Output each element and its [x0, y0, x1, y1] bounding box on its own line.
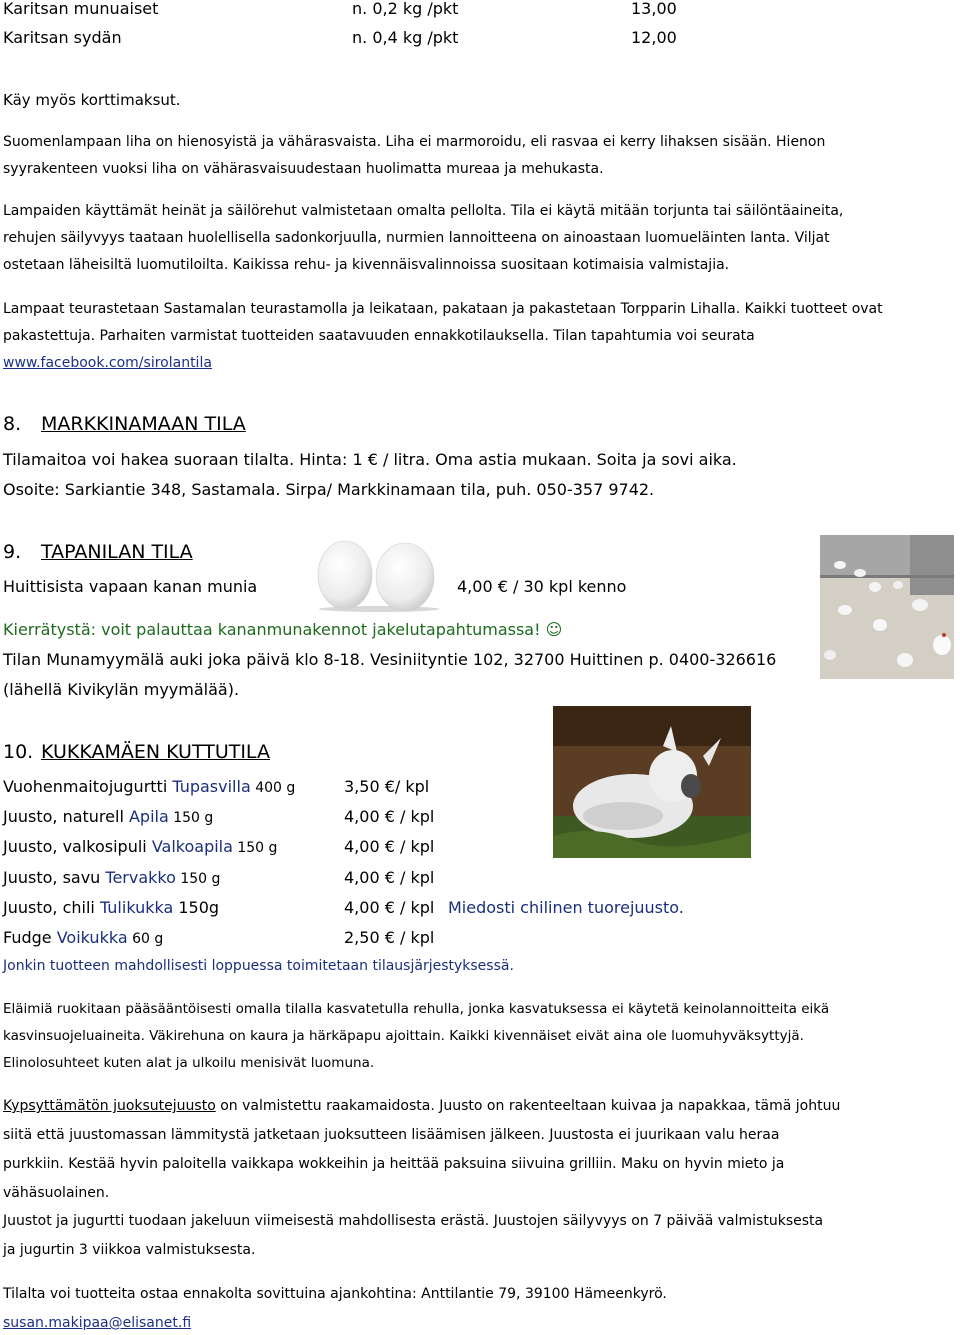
product-row: Juusto, savu Tervakko 150 g — [3, 868, 221, 887]
section-title: KUKKAMÄEN KUTTUTILA — [41, 741, 270, 763]
section-line: Osoite: Sarkiantie 348, Sastamala. Sirpa/ Markkinamaan tila, puh. 050-357 9742. — [3, 480, 655, 499]
shop-line: Tilan Munamyymälä auki joka päivä klo 8-18. Vesiniityntie 102, 32700 Huittinen p. 0400-326616 — [3, 650, 777, 669]
section-number: 10. — [3, 741, 34, 763]
paragraph-line: Tilalta voi tuotteita ostaa ennakolta sovittuina ajankohtina: Anttilantie 79, 39100 Hämeenkyrö. — [3, 1286, 667, 1302]
brand-name: Tupasvilla — [172, 777, 251, 796]
paragraph-line: siitä että juustomassan lämmitystä jatketaan juoksutteen lisäämisen jälkeen. Juustosta ei juurikaan valu heraa — [3, 1127, 780, 1143]
product-row: Fudge Voikukka 60 g — [3, 928, 164, 947]
product-name: Karitsan sydän — [3, 28, 122, 47]
product-price: 4,00 € / kpl — [344, 807, 435, 826]
paragraph-line: rehujen säilyvyys taataan huolellisella sadonkorjuulla, nurmien lannoitteena on ainoastaan luomueläinten lanta. Viljat — [3, 230, 830, 246]
product-row: Juusto, naturell Apila 150 g — [3, 807, 214, 826]
product-name: Karitsan munuaiset — [3, 0, 159, 18]
brand-name: Tulikukka — [99, 898, 174, 917]
product-pack: n. 0,2 kg /pkt — [352, 0, 459, 18]
product-pack: n. 0,4 kg /pkt — [352, 28, 459, 47]
product-row: Juusto, chili Tulikukka 150g — [3, 898, 220, 917]
section-number: 9. — [3, 541, 22, 563]
paragraph-line: ostetaan läheisiltä luomutiloilta. Kaikissa rehu- ja kivennäisvalinnoissa suositaan kotimaisia valmistajia. — [3, 257, 730, 273]
product-name: Huittisista vapaan kanan munia — [3, 577, 258, 596]
product-price: 3,50 €/ kpl — [344, 777, 430, 796]
paragraph-line: kasvinsuojeluaineita. Väkirehuna on kaura ja härkäpapu ajoittain. Kaikki kivennäiset eivät aina ole luomuhyväksyttyjä. — [3, 1028, 804, 1044]
paragraph-line: purkkiin. Kestää hyvin paloitella vaikkapa wokkeihin ja heittää paksuina siivuina grilliin. Maku on hyvin mieto ja — [3, 1156, 785, 1172]
chickens-photo — [820, 535, 954, 679]
product-row: Vuohenmaitojugurtti Tupasvilla 400 g — [3, 777, 296, 796]
paragraph-line: ja jugurtin 3 viikkoa valmistuksesta. — [3, 1242, 256, 1258]
section-line: Tilamaitoa voi hakea suoraan tilalta. Hinta: 1 € / litra. Oma astia mukaan. Soita ja sovi aika. — [3, 450, 737, 469]
paragraph-line: Lampaiden käyttämät heinät ja säilörehut valmistetaan omalta pellolta. Tila ei käytä mitään torjunta tai säilöntäaineita, — [3, 203, 844, 219]
product-price: 2,50 € / kpl — [344, 928, 435, 947]
paragraph-line: Kypsyttämätön juoksutejuusto on valmistettu raakamaidosta. Juusto on rakenteeltaan kuivaa ja napakkaa, tämä johtuu — [3, 1098, 841, 1114]
brand-name: Valkoapila — [151, 837, 233, 856]
product-row: Juusto, valkosipuli Valkoapila 150 g — [3, 837, 278, 856]
section-title: MARKKINAMAAN TILA — [41, 413, 246, 435]
paragraph-line: Lampaat teurastetaan Sastamalan teurastamolla ja leikataan, pakataan ja pakastetaan Torpparin Lihalla. Kaikki tuotteet ovat — [3, 301, 883, 317]
paragraph-line: vähäsuolainen. — [3, 1185, 110, 1201]
product-price: 4,00 € / kpl — [344, 837, 435, 856]
card-note: Käy myös korttimaksut. — [3, 91, 181, 109]
paragraph-line: Juustot ja jugurtti tuodaan jakeluun viimeisestä mahdollisesta erästä. Juustojen säilyvyys on 7 päivää valmistuksesta — [3, 1213, 824, 1229]
shop-line: (lähellä Kivikylän myymälää). — [3, 680, 240, 699]
eggs-image — [312, 533, 447, 613]
facebook-link[interactable]: www.facebook.com/sirolantila — [3, 355, 212, 371]
brand-name: Tervakko — [105, 868, 176, 887]
product-price: 12,00 — [631, 28, 677, 47]
cheese-term: Kypsyttämätön juoksutejuusto — [3, 1098, 216, 1114]
paragraph-line: Eläimiä ruokitaan pääsääntöisesti omalla tilalla kasvatetulla rehulla, jonka kasvatuksessa ei käytetä keinolannoitteita eikä — [3, 1001, 830, 1017]
paragraph-line: Elinolosuhteet kuten alat ja ulkoilu menisivät luomuna. — [3, 1055, 375, 1071]
goat-photo — [553, 706, 751, 858]
product-note: Miedosti chilinen tuorejuusto. — [448, 898, 684, 917]
section-number: 8. — [3, 413, 22, 435]
email-link[interactable]: susan.makipaa@elisanet.fi — [3, 1315, 192, 1331]
product-price: 4,00 € / 30 kpl kenno — [457, 577, 627, 596]
recycle-note: Kierrätystä: voit palauttaa kananmunakennot jakelutapahtumassa! ☺ — [3, 620, 563, 639]
product-price: 13,00 — [631, 0, 677, 18]
delivery-note: Jonkin tuotteen mahdollisesti loppuessa toimitetaan tilausjärjestyksessä. — [3, 958, 514, 974]
section-title: TAPANILAN TILA — [41, 541, 193, 563]
product-price: 4,00 € / kpl — [344, 898, 435, 917]
product-price: 4,00 € / kpl — [344, 868, 435, 887]
brand-name: Voikukka — [56, 928, 128, 947]
paragraph-line: syyrakenteen vuoksi liha on vähärasvaisuudestaan huolimatta mureaa ja mehukasta. — [3, 161, 604, 177]
paragraph-line: Suomenlampaan liha on hienosyistä ja vähärasvaista. Liha ei marmoroidu, eli rasvaa ei kerry lihaksen sisään. Hienon — [3, 134, 826, 150]
paragraph-line: pakastettuja. Parhaiten varmistat tuotteiden saatavuuden ennakkotilauksella. Tilan tapahtumia voi seurata — [3, 328, 755, 344]
brand-name: Apila — [128, 807, 169, 826]
